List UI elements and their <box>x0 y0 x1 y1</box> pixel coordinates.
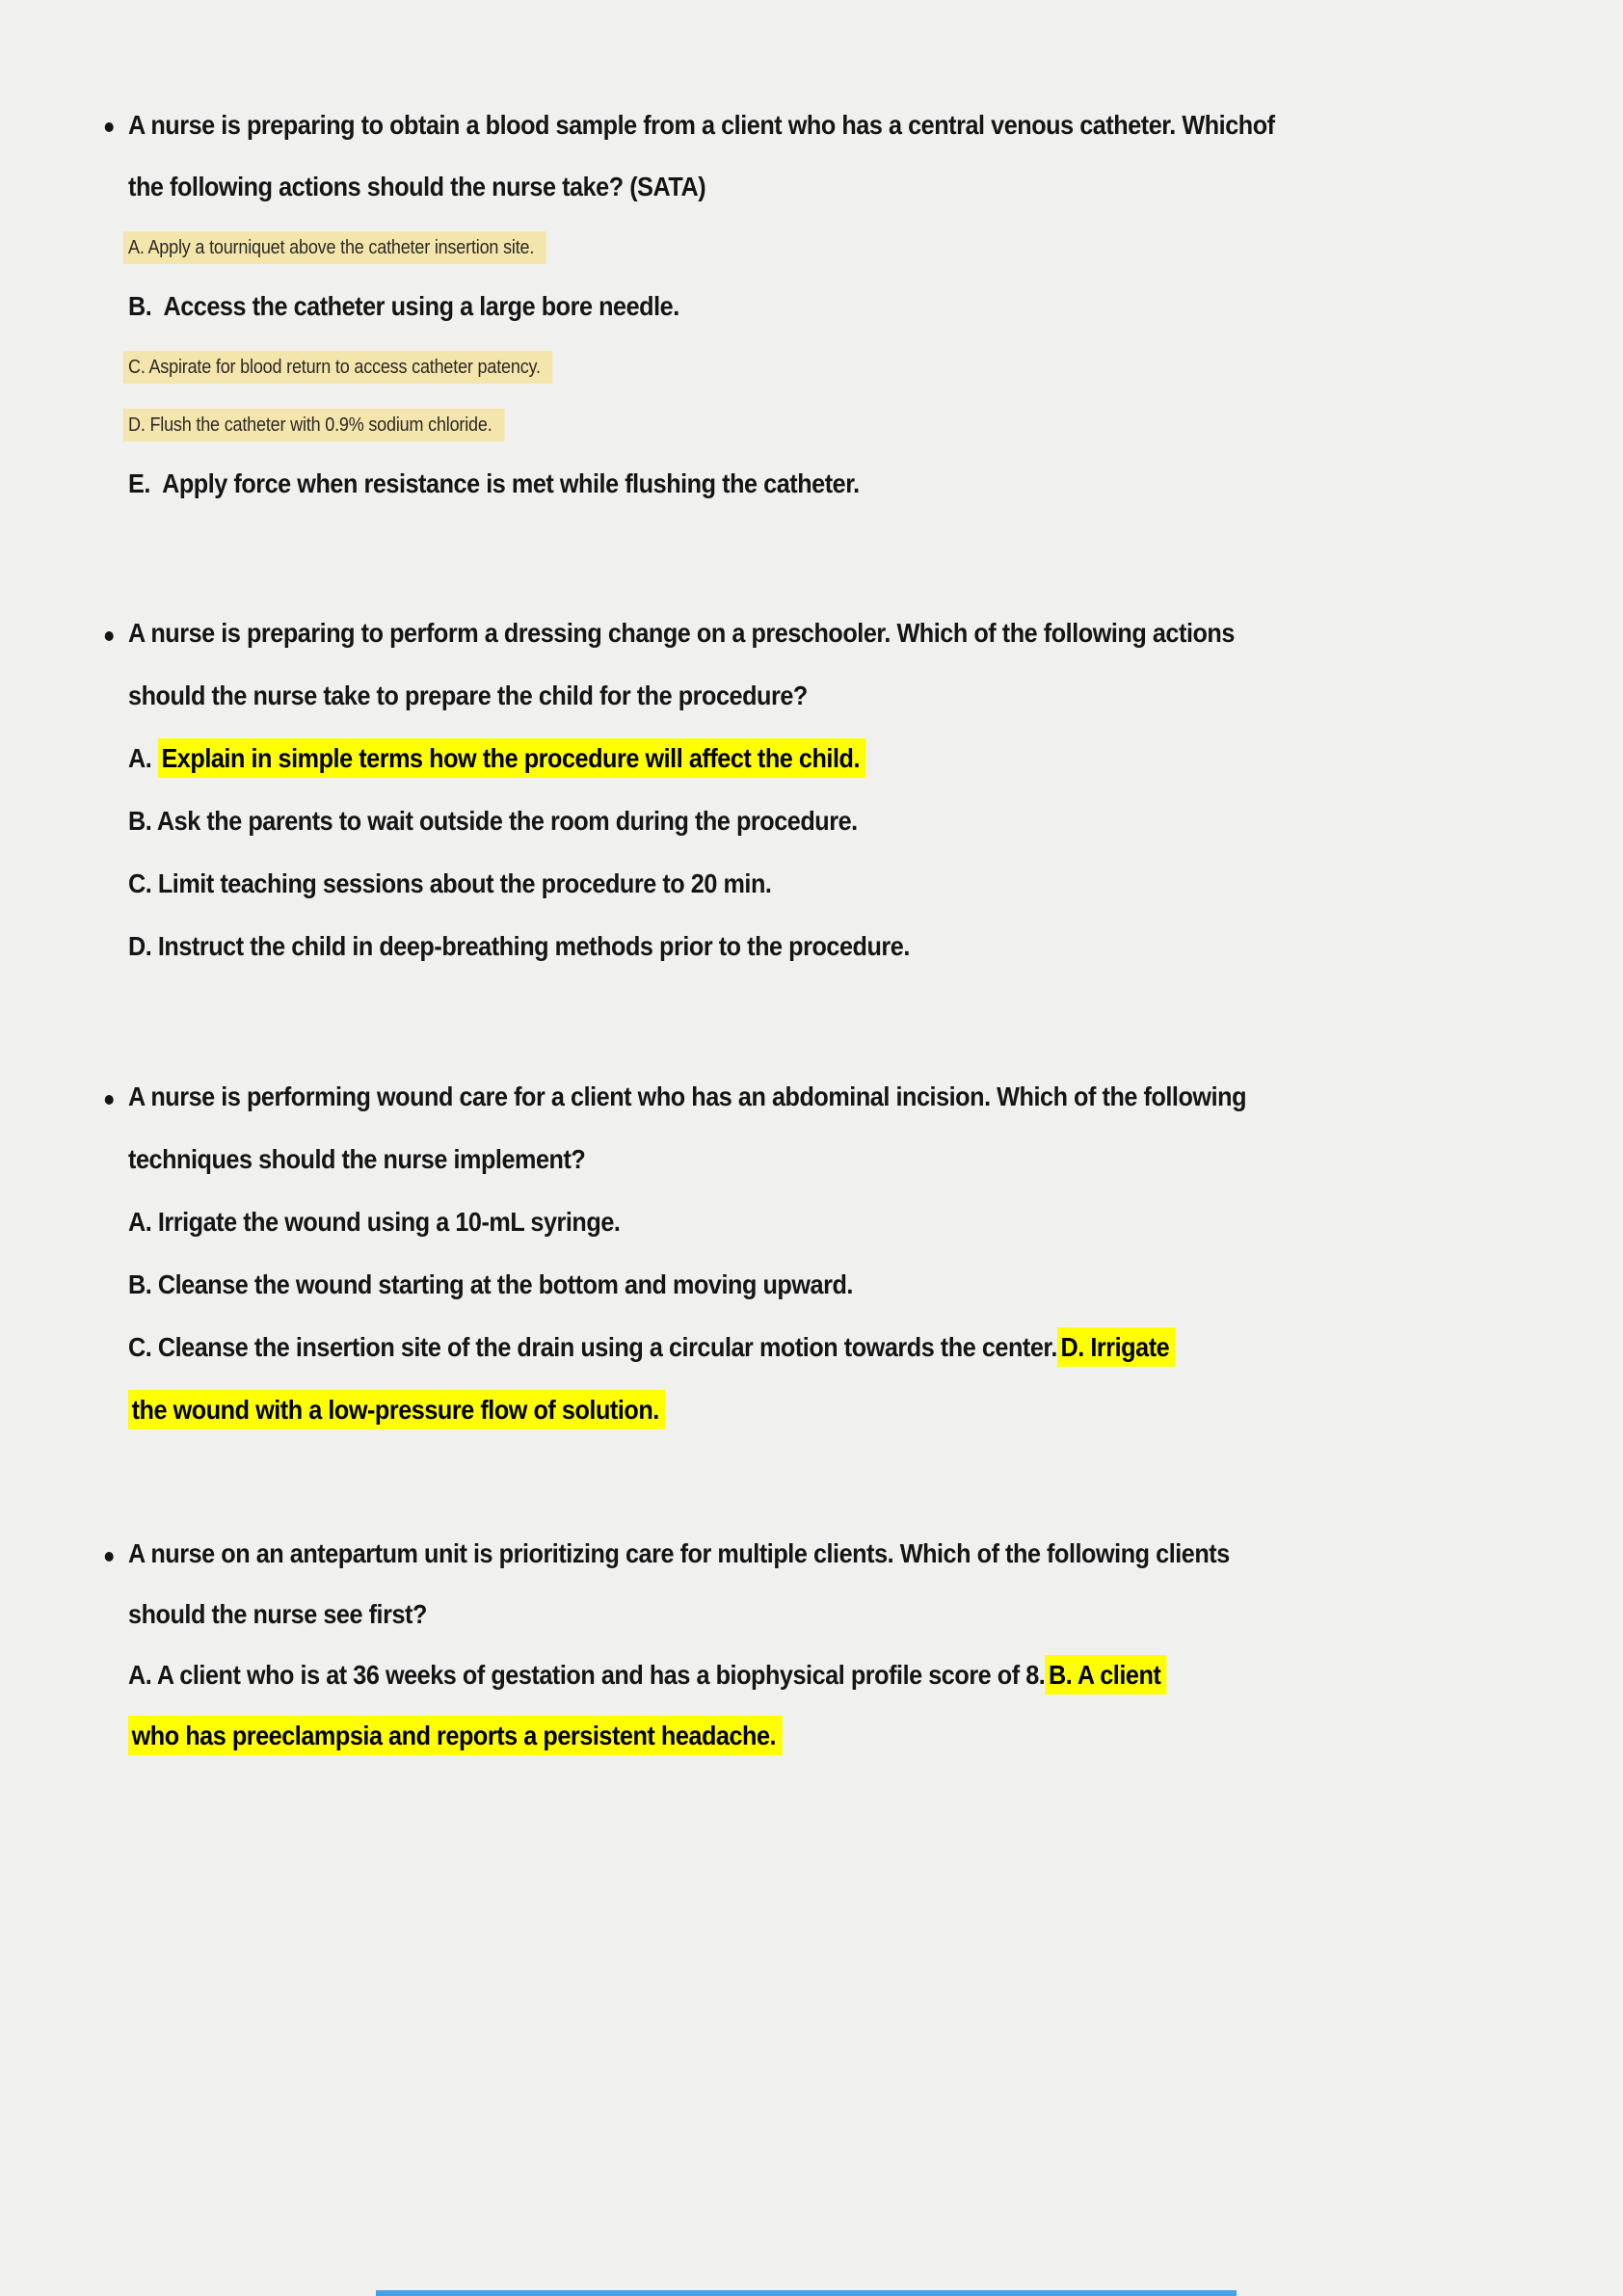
text-segment: C. Cleanse the insertion site of the drain using a circular motion towards the center. <box>128 1332 1057 1362</box>
text-segment: A nurse is preparing to perform a dressing change on a preschooler. Which of the following actions <box>128 618 1235 648</box>
text-segment: E. Apply force when resistance is met while flushing the catheter. <box>128 468 860 498</box>
question-stem-line <box>128 1068 1422 1131</box>
question-stem-line <box>128 96 1422 158</box>
question-stem-line <box>128 1526 1422 1587</box>
text-line <box>128 1708 1422 1769</box>
text-segment: A nurse is performing wound care for a client who has an abdominal incision. Which of the following <box>128 1081 1247 1111</box>
bullet-icon <box>105 631 114 641</box>
text-line <box>128 730 1422 792</box>
text-segment: A nurse is preparing to obtain a blood sample from a client who has a central venous catheter. Whichof <box>128 110 1275 140</box>
text-line <box>128 1381 1422 1444</box>
text-segment: should the nurse see first? <box>128 1599 427 1629</box>
text-segment: the following actions should the nurse take? (SATA) <box>128 172 706 201</box>
highlighted-answer-yellow: the wound with a low-pressure flow of solution. <box>128 1390 665 1429</box>
text-segment: A nurse on an antepartum unit is prioritizing care for multiple clients. Which of the following clients <box>128 1538 1230 1568</box>
bottom-accent-bar <box>376 2290 1237 2296</box>
text-line <box>128 855 1422 918</box>
text-line <box>128 667 1422 730</box>
highlighted-option-cream: A. Apply a tourniquet above the catheter insertion site. <box>123 231 546 264</box>
text-line <box>128 339 1422 397</box>
text-line <box>128 1587 1422 1647</box>
text-line <box>128 792 1422 855</box>
highlighted-answer-yellow: D. Irrigate <box>1057 1327 1176 1367</box>
bullet-icon <box>105 122 114 132</box>
text-segment: techniques should the nurse implement? <box>128 1144 586 1174</box>
question-block <box>128 96 1565 517</box>
bullet-icon <box>105 1095 114 1105</box>
text-segment: A. Irrigate the wound using a 10-mL syringe. <box>128 1207 621 1237</box>
text-line <box>128 397 1422 455</box>
text-line <box>128 918 1422 980</box>
text-line <box>128 1256 1422 1319</box>
text-segment: D. Instruct the child in deep-breathing methods prior to the procedure. <box>128 931 910 961</box>
text-line <box>128 1319 1422 1381</box>
question-block <box>128 1068 1565 1444</box>
text-segment: A. <box>128 743 158 773</box>
text-line <box>128 455 1422 517</box>
text-segment: B. Access the catheter using a large bore needle. <box>128 291 679 321</box>
text-segment: B. Cleanse the wound starting at the bottom and moving upward. <box>128 1269 853 1299</box>
question-stem-line <box>128 604 1422 667</box>
text-segment: A. A client who is at 36 weeks of gestation and has a biophysical profile score of 8. <box>128 1660 1046 1690</box>
text-line <box>128 158 1422 220</box>
text-segment: B. Ask the parents to wait outside the room during the procedure. <box>128 806 858 836</box>
text-line <box>128 1131 1422 1193</box>
highlighted-answer-yellow: B. A client <box>1045 1655 1166 1695</box>
bullet-icon <box>105 1552 114 1562</box>
highlighted-option-cream: C. Aspirate for blood return to access catheter patency. <box>123 351 553 384</box>
highlighted-option-cream: D. Flush the catheter with 0.9% sodium chloride. <box>123 409 505 441</box>
question-block <box>128 604 1565 980</box>
text-line <box>128 1193 1422 1256</box>
text-line <box>128 278 1422 339</box>
text-line <box>128 220 1422 278</box>
text-line <box>128 1647 1422 1708</box>
text-segment: should the nurse take to prepare the child for the procedure? <box>128 681 808 710</box>
text-segment: C. Limit teaching sessions about the procedure to 20 min. <box>128 868 772 898</box>
highlighted-answer-yellow: Explain in simple terms how the procedure will affect the child. <box>158 738 865 778</box>
highlighted-answer-yellow: who has preeclampsia and reports a persistent headache. <box>128 1716 782 1755</box>
question-block <box>128 1526 1565 1769</box>
